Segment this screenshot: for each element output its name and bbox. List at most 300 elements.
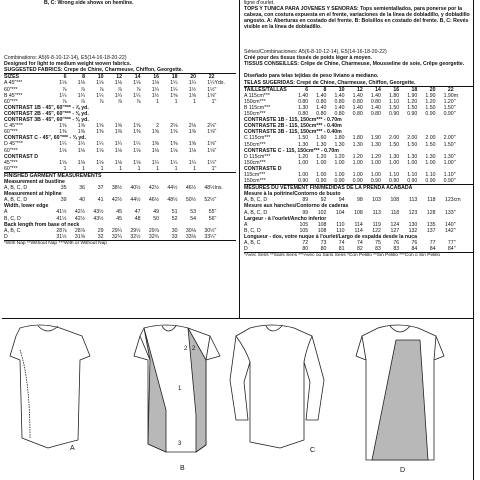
cell-value: 108 bbox=[317, 227, 327, 234]
cell-value: 1⅜ bbox=[59, 129, 67, 136]
size-value: 22 bbox=[208, 74, 215, 81]
cell-value: 1.90 bbox=[425, 92, 436, 99]
cell-value: 46½ bbox=[185, 185, 196, 192]
cell-value: 1⅛ bbox=[151, 147, 159, 154]
size-value: 18 bbox=[171, 74, 178, 81]
size-value: 14 bbox=[375, 86, 381, 93]
cell-value: 133 bbox=[445, 209, 454, 216]
cell-value: 105 bbox=[299, 227, 309, 234]
row-label: A, B, C bbox=[4, 227, 21, 234]
cell-value: 1⅝ bbox=[59, 123, 67, 130]
cell-value: 1.00 bbox=[316, 171, 327, 178]
cell-value: 30⅛ bbox=[185, 227, 196, 234]
cell-value: 43½ bbox=[93, 209, 104, 216]
cell-value: 1 bbox=[193, 165, 196, 172]
cell-value: 1.20 bbox=[334, 153, 345, 160]
cell-value: 1¼ bbox=[59, 141, 67, 148]
cell-value: 1.10 bbox=[425, 171, 436, 178]
cell-value: 1½ bbox=[151, 92, 159, 99]
size-value: 22 bbox=[447, 86, 454, 93]
measurement-row bbox=[244, 246, 474, 252]
cell-value: 123 bbox=[445, 197, 454, 204]
cell-value: 42½ bbox=[111, 197, 122, 204]
cell-value: 2⅛ bbox=[188, 123, 196, 130]
cell-value: 1¼ bbox=[114, 141, 122, 148]
unit-label: " bbox=[214, 215, 217, 222]
cell-value: 104 bbox=[335, 209, 345, 216]
cell-value: 55 bbox=[208, 209, 215, 216]
row-label: CONTRASTE D bbox=[244, 165, 282, 172]
cell-value: 30 bbox=[171, 227, 178, 234]
cell-value: 1⅝ bbox=[188, 141, 196, 148]
unit-label: " bbox=[214, 165, 217, 172]
cell-value: 1⅜ bbox=[96, 129, 104, 136]
measurement-row bbox=[244, 228, 474, 234]
cell-value: 76 bbox=[411, 240, 418, 246]
cell-value: 41½ bbox=[56, 209, 67, 216]
size-value: 6 bbox=[305, 86, 309, 93]
row-label: CONTRAST 2B - 45", 60"*** - ⅜ yd. bbox=[4, 110, 89, 117]
cell-value: 44½ bbox=[167, 185, 178, 192]
unit-label: " bbox=[453, 246, 456, 253]
cell-value: ⅞ bbox=[117, 86, 122, 93]
cell-value: 1⅝ bbox=[151, 129, 159, 136]
cell-value: 114 bbox=[354, 227, 363, 234]
cell-value: 51 bbox=[171, 209, 178, 216]
cell-value: ⅞ bbox=[80, 98, 85, 105]
cell-value: ⅞ bbox=[62, 98, 67, 105]
cell-value: 1.40 bbox=[370, 104, 381, 111]
cell-value: 80 bbox=[320, 246, 327, 253]
cell-value: 1⅜ bbox=[133, 129, 141, 136]
cell-value: 1.50 bbox=[407, 141, 418, 148]
cell-value: 1⅛ bbox=[96, 80, 104, 87]
cell-value: 75 bbox=[375, 240, 381, 246]
cell-value: 1.00 bbox=[334, 171, 345, 178]
cell-value: 1⅛ bbox=[77, 159, 85, 166]
cell-value: 1⅛ bbox=[59, 159, 67, 166]
cell-value: 0.90 bbox=[389, 111, 400, 118]
unit-label: " bbox=[453, 159, 456, 166]
cell-value: 0.80 bbox=[370, 111, 381, 118]
cell-value: 1.80 bbox=[352, 135, 363, 142]
cell-value: 33⅛ bbox=[185, 233, 196, 240]
cell-value: 122 bbox=[372, 227, 381, 234]
cell-value: 1.00 bbox=[407, 159, 418, 166]
measurement-row bbox=[4, 234, 236, 240]
unit-label: Yds. bbox=[214, 80, 225, 87]
cell-value: 1.00 bbox=[316, 159, 327, 166]
cell-value: ⅞ bbox=[99, 98, 104, 105]
row-label: CONTRASTE 2B - 115, 150cm*** - 0.40m bbox=[244, 123, 342, 130]
cell-value: 52½ bbox=[204, 197, 215, 204]
unit-label: " bbox=[453, 135, 456, 142]
row-label: CONTRAST C - 45", 60"*** - ¾ yd. bbox=[4, 135, 86, 142]
cell-value: 1.40 bbox=[298, 92, 309, 99]
unit-label: " bbox=[453, 98, 456, 105]
row-label: A, B, C bbox=[244, 240, 261, 246]
cell-value: 1⅛ bbox=[114, 159, 122, 166]
size-value: 20 bbox=[429, 86, 436, 93]
row-label: 60"*** bbox=[4, 147, 18, 154]
cell-value: 2.00 bbox=[443, 135, 454, 142]
cell-value: 1.40 bbox=[334, 104, 345, 111]
yardage-row bbox=[244, 178, 474, 184]
cell-value: 94 bbox=[338, 197, 345, 204]
piece-number-3: 3 bbox=[178, 441, 182, 447]
cell-value: 1.90 bbox=[443, 92, 454, 99]
row-label: CONTRAST 1B - 45", 60"*** - ⅞ yd. bbox=[4, 104, 89, 111]
view-c-label: C bbox=[310, 447, 316, 454]
sens-footnote: *Avec Sens **Sans Sens ***Avec ou Sans Sens *Con Pelillo **Sin Pelillo ***Con o Sin Pelillo bbox=[244, 252, 474, 259]
cell-value: 1⅛ bbox=[77, 80, 85, 87]
cell-value: 1 bbox=[63, 165, 67, 172]
cell-value: 1⅝ bbox=[170, 92, 178, 99]
cell-value: 1.00 bbox=[370, 171, 381, 178]
row-label: A, B, C, D bbox=[4, 197, 28, 204]
cell-value: 0.80 bbox=[352, 98, 363, 105]
cell-value: 80 bbox=[302, 246, 309, 253]
cell-value: 48½ bbox=[204, 185, 215, 192]
cell-value: 1.20 bbox=[443, 98, 454, 105]
size-value: 20 bbox=[190, 74, 196, 81]
unit-label: " bbox=[214, 147, 217, 154]
cell-value: 1.50 bbox=[443, 104, 454, 111]
cell-value: 1.30 bbox=[389, 153, 400, 160]
cell-value: 1¼ bbox=[96, 92, 104, 99]
nap-footnote: *With Nap **Without Nap ***With or Without Nap bbox=[4, 240, 236, 247]
cell-value: 37 bbox=[97, 185, 104, 192]
cell-value: 1½ bbox=[188, 86, 196, 93]
cell-value: 1.50 bbox=[407, 104, 418, 111]
row-label: 150cm*** bbox=[244, 141, 266, 148]
cell-value: 32 bbox=[97, 233, 104, 240]
cell-value: 0.90 bbox=[298, 178, 309, 185]
cell-value: 0.80 bbox=[316, 98, 327, 105]
cell-value: 1⅛ bbox=[77, 147, 85, 154]
measurement-heading: Mesure aux hanches/Contorno de caderas bbox=[244, 203, 349, 210]
cell-value: 50 bbox=[153, 215, 159, 222]
sizes-header bbox=[4, 73, 236, 80]
cell-value: 0.80 bbox=[316, 111, 327, 118]
cell-value: ⅞ bbox=[117, 98, 122, 105]
cell-value: 1½ bbox=[207, 86, 215, 93]
cell-value: 1.10 bbox=[407, 171, 418, 178]
cell-value: 40 bbox=[79, 197, 85, 204]
cell-value: 1⅝ bbox=[207, 141, 215, 148]
cell-value: 40½ bbox=[130, 185, 141, 192]
cell-value: 135 bbox=[426, 221, 436, 228]
cell-value: 35 bbox=[60, 185, 67, 192]
cell-value: 49 bbox=[153, 209, 159, 216]
cell-value: 73 bbox=[320, 240, 327, 246]
unit-label: " bbox=[214, 209, 217, 216]
cell-value: 29¼ bbox=[111, 227, 122, 234]
unit-label: " bbox=[214, 159, 217, 166]
cell-value: 1 bbox=[156, 165, 159, 172]
cell-value: 118 bbox=[390, 209, 400, 216]
cell-value: 0.90 bbox=[425, 111, 436, 118]
row-label: CONTRASTE C - 115, 150cm*** - 0.70m bbox=[244, 147, 339, 154]
cell-value: 1 bbox=[156, 98, 159, 105]
cell-value: 83 bbox=[375, 246, 381, 253]
cell-value: 0.90 bbox=[389, 178, 400, 185]
cell-value: 1 bbox=[100, 165, 104, 172]
cell-value: 84 bbox=[411, 246, 418, 253]
cell-value: 28⅞ bbox=[56, 227, 67, 234]
cell-value: 1.30 bbox=[316, 141, 327, 148]
unit-label: " bbox=[453, 240, 456, 246]
row-label: B 115cm*** bbox=[244, 104, 271, 111]
row-label: A, B, C, D bbox=[244, 197, 268, 204]
cell-value: 1.10 bbox=[389, 98, 400, 105]
row-label: 150cm*** bbox=[244, 178, 266, 185]
cell-value: 1 bbox=[137, 165, 141, 172]
cell-value: 1⅝ bbox=[188, 92, 196, 99]
unit-label: " bbox=[453, 111, 456, 118]
mesures-heading: MESURES DU VÊTEMENT FINI/MEDIDAS DE LA PRENDA ACABADA bbox=[244, 184, 474, 191]
unit-label: " bbox=[214, 92, 217, 99]
cell-value: 1¼ bbox=[207, 80, 215, 87]
unit-label: " bbox=[214, 197, 217, 204]
cell-value: 1.20 bbox=[352, 153, 363, 160]
cell-value: 1 bbox=[193, 98, 196, 105]
cell-value: 1⅜ bbox=[114, 129, 122, 136]
disenado-line: Diseñado para telas tejidas de peso liviano a mediano. bbox=[244, 73, 379, 80]
cell-value: 33 bbox=[171, 233, 178, 240]
row-label: 60"*** bbox=[4, 165, 18, 172]
cell-value: 1.00 bbox=[298, 159, 309, 166]
row-label: B, C, D bbox=[4, 215, 21, 222]
cell-value: 92 bbox=[320, 197, 327, 204]
measurement-row bbox=[4, 216, 236, 222]
cell-value: 2.00 bbox=[389, 135, 400, 142]
cell-value: 1⅝ bbox=[77, 123, 85, 130]
cell-value: 1.20 bbox=[370, 153, 381, 160]
cell-value: 1⅛ bbox=[207, 147, 215, 154]
cell-value: 1.30 bbox=[334, 141, 345, 148]
row-label: 150cm*** bbox=[244, 159, 266, 166]
cell-value: 1⅜ bbox=[77, 129, 85, 136]
cell-value: 113 bbox=[409, 197, 418, 204]
row-label: CONTRASTE 3B - 115, 150cm*** - 0.40m bbox=[244, 129, 342, 136]
cell-value: 1⅛ bbox=[151, 80, 159, 87]
garment-illustrations bbox=[0, 320, 480, 480]
cell-value: 28⅞ bbox=[74, 227, 85, 234]
size-value: 10 bbox=[338, 86, 345, 93]
unit-label: " bbox=[453, 221, 456, 228]
cell-value: 1.30 bbox=[370, 141, 381, 148]
section-divider bbox=[2, 318, 474, 319]
yardage-table bbox=[4, 80, 236, 171]
cell-value: 1⅛ bbox=[170, 147, 178, 154]
cell-value: 103 bbox=[372, 197, 381, 204]
cell-value: 0.80 bbox=[298, 98, 309, 105]
size-value: 12 bbox=[356, 86, 363, 93]
cell-value: 0.90 bbox=[443, 111, 454, 118]
cell-value: 53 bbox=[190, 209, 196, 216]
measurement-heading: Mesure à la poitrine/Contorno de busto bbox=[244, 191, 341, 198]
cell-value: 102 bbox=[317, 209, 327, 216]
unit-label: " bbox=[453, 178, 456, 185]
cell-value: 1.00 bbox=[298, 171, 309, 178]
unit-label: " bbox=[214, 98, 217, 105]
cell-value: 81 bbox=[338, 246, 345, 253]
unit-label: " bbox=[214, 227, 217, 234]
cell-value: 0.80 bbox=[334, 111, 345, 118]
unit-label: " bbox=[214, 86, 217, 93]
row-label: A bbox=[4, 209, 8, 216]
cell-value: 1.00 bbox=[352, 171, 363, 178]
size-value: 16 bbox=[153, 74, 159, 81]
cell-value: 1.20 bbox=[407, 98, 418, 105]
size-value: 14 bbox=[134, 74, 141, 81]
cell-value: 1.30 bbox=[298, 141, 309, 148]
row-label: 60"*** bbox=[4, 98, 18, 105]
cell-value: 29½ bbox=[130, 227, 141, 234]
cell-value: 1.20 bbox=[425, 98, 436, 105]
cell-value: 124 bbox=[390, 221, 400, 228]
piece-number-1: 1 bbox=[178, 386, 182, 392]
cell-value: 1¼ bbox=[170, 80, 178, 87]
cell-value: 1⅛ bbox=[96, 147, 104, 154]
cell-value: 32¾ bbox=[148, 233, 159, 240]
measurement-heading: Back length from base of neck bbox=[4, 221, 80, 228]
cell-value: 72 bbox=[302, 240, 309, 246]
description-es: TOPS Y TÚNICA PARA JÓVENES Y SEÑORAS: Tops semientallados, para ponerse por la cabeza, con costura expuesta en el frente, variaciones de la línea de dobladillo, y dobladillo angosto. A: Aberturas en costado del frente. B: Bolsillos en costado del frente. B, C: Revés visible en la línea de dobladillo. bbox=[244, 6, 470, 31]
cell-value: 108 bbox=[354, 209, 363, 216]
size-value: 8 bbox=[323, 86, 327, 93]
cell-value: 1.40 bbox=[370, 92, 381, 99]
cell-value: 127 bbox=[390, 227, 400, 234]
cell-value: 1 bbox=[82, 165, 85, 172]
cell-value: 84 bbox=[447, 246, 454, 253]
row-label: 115cm*** bbox=[244, 171, 266, 178]
cell-value: 0.80 bbox=[352, 111, 363, 118]
cell-value: ⅞ bbox=[99, 86, 104, 93]
cell-value: 1.90 bbox=[370, 135, 381, 142]
cell-value: 114 bbox=[354, 221, 363, 228]
cell-value: 1 bbox=[211, 165, 215, 172]
row-label: CONTRAST 3B - 45", 60"*** - ⅜ yd. bbox=[4, 117, 89, 124]
cree-line: Créé pour des tissus tissés de poids léger à moyen. bbox=[244, 55, 373, 62]
row-label: D 115cm*** bbox=[244, 153, 271, 160]
tailles-header bbox=[244, 86, 474, 93]
unit-label: cm bbox=[453, 197, 461, 204]
cell-value: 1¼ bbox=[188, 80, 196, 87]
cell-value: 0.90 bbox=[352, 178, 363, 185]
cell-value: 1.50 bbox=[425, 141, 436, 148]
unit-label: " bbox=[453, 227, 456, 234]
cell-value: 1.50 bbox=[425, 104, 436, 111]
row-label: CONTRASTE 1B - 115, 150cm*** - 0.70m bbox=[244, 117, 342, 124]
cell-value: 1¼ bbox=[170, 86, 178, 93]
cell-value: 1⅛ bbox=[114, 80, 122, 87]
telas-line: TELAS SUGERIDAS: Crepé de Chine, Charmeuse, Chiffon, Georgette. bbox=[244, 79, 416, 86]
cell-value: 108 bbox=[390, 197, 400, 204]
row-label: 45"*** bbox=[4, 159, 18, 166]
cell-value: 1⅝ bbox=[207, 129, 215, 136]
cell-value: 89 bbox=[302, 197, 309, 204]
cell-value: 1¼ bbox=[207, 159, 215, 166]
sizes-label: TAILLES/TALLAS bbox=[244, 86, 287, 93]
cell-value: 110 bbox=[336, 221, 345, 228]
combinations-line: Combinations: A5(6-8-10-12-14), E5(14-16-18-20-22) bbox=[4, 55, 127, 62]
row-label: CONTRAST D bbox=[4, 153, 39, 160]
size-value: 12 bbox=[116, 74, 122, 81]
cell-value: 140 bbox=[445, 221, 454, 228]
cell-value: 1.00 bbox=[370, 159, 381, 166]
cell-value: 1.90 bbox=[407, 92, 418, 99]
size-value: 16 bbox=[393, 86, 400, 93]
row-label: 60"*** bbox=[4, 129, 18, 136]
cell-value: 1⅛ bbox=[114, 147, 122, 154]
cell-value: 1⅝ bbox=[188, 129, 196, 136]
cell-value: 1.00 bbox=[425, 159, 436, 166]
cell-value: 1.00 bbox=[443, 159, 454, 166]
cell-value: 1.40 bbox=[316, 104, 327, 111]
cell-value: 130 bbox=[408, 221, 418, 228]
cell-value: 52 bbox=[171, 215, 178, 222]
unit-label: Ins. bbox=[214, 185, 223, 192]
view-c-top-drawing bbox=[230, 325, 324, 448]
cell-value: 1⅛ bbox=[59, 80, 67, 87]
row-label: A 45"*** bbox=[4, 80, 23, 87]
cell-value: 1.40 bbox=[334, 92, 345, 99]
cell-value: 41½ bbox=[56, 215, 67, 222]
unit-label: " bbox=[453, 104, 456, 111]
hemline-note-fr: ligne d'ourlet. bbox=[244, 0, 275, 6]
hemline-note: B, C: Wrong side shows on hemline. bbox=[44, 0, 134, 6]
row-label: A, B, C, D bbox=[244, 209, 268, 216]
cell-value: 0.90 bbox=[316, 178, 327, 185]
cell-value: 32¼ bbox=[111, 233, 122, 240]
cell-value: 1¼ bbox=[170, 159, 178, 166]
cell-value: 1⅛ bbox=[133, 159, 141, 166]
row-label: 150cm*** bbox=[244, 111, 266, 118]
cell-value: 1⅛ bbox=[133, 80, 141, 87]
piece-number-2: 2 bbox=[184, 346, 188, 352]
cell-value: 1 bbox=[211, 98, 215, 105]
tissus-line: TISSUS CONSEILLÉS: Crêpe de Chine, Charmeuse, Mousseline de soie, Crêpe georgette. bbox=[244, 61, 465, 68]
cell-value: 44½ bbox=[130, 197, 141, 204]
cell-value: ⅞ bbox=[136, 98, 141, 105]
cell-value: 0.80 bbox=[370, 98, 381, 105]
cell-value: 83 bbox=[393, 246, 400, 253]
cell-value: 2.00 bbox=[425, 135, 436, 142]
measurement-heading: Measurement at bustline bbox=[4, 178, 65, 185]
cell-value: 45 bbox=[116, 215, 122, 222]
cell-value: 1¼ bbox=[133, 141, 141, 148]
measurements-table bbox=[4, 179, 236, 240]
cell-value: 1⅜ bbox=[170, 141, 178, 148]
cell-value: 1¼ bbox=[114, 92, 122, 99]
size-value: 10 bbox=[97, 74, 104, 81]
cell-value: 1.30 bbox=[298, 104, 309, 111]
cell-value: 142 bbox=[445, 227, 454, 234]
english-column bbox=[4, 0, 236, 247]
cell-value: 1.10 bbox=[443, 171, 454, 178]
cell-value: 99 bbox=[302, 209, 309, 216]
cell-value: 1.40 bbox=[352, 92, 363, 99]
cell-value: 0.90 bbox=[443, 178, 454, 185]
measurement-heading: Width, lower edge bbox=[4, 203, 49, 210]
yardage-row bbox=[4, 166, 236, 172]
cell-value: 0.90 bbox=[407, 111, 418, 118]
cell-value: 29⅞ bbox=[148, 227, 159, 234]
view-a-top-drawing bbox=[10, 325, 90, 448]
cell-value: 82 bbox=[356, 246, 363, 253]
